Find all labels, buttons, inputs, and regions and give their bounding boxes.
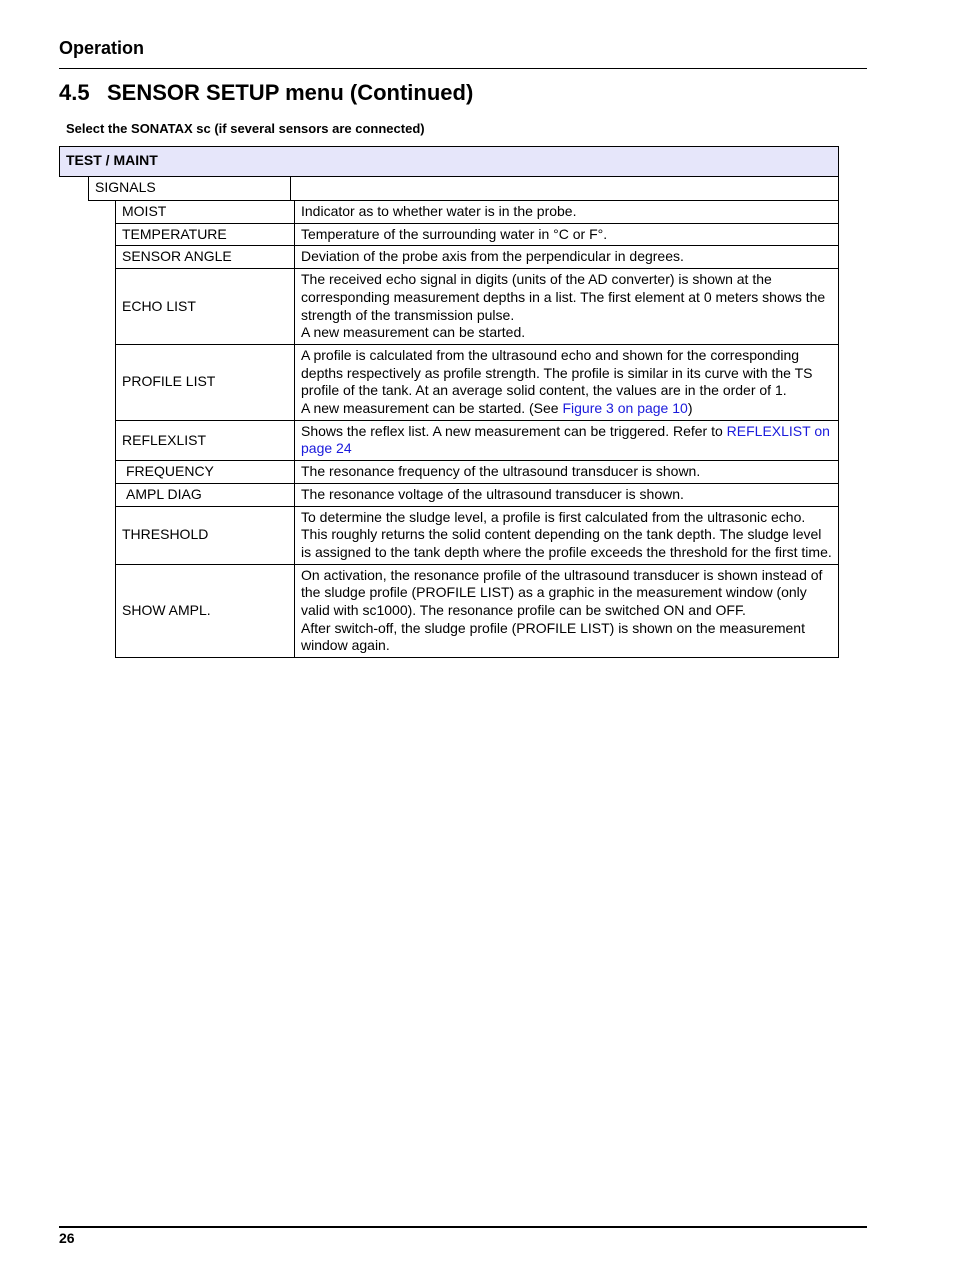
table-row [116,483,839,506]
option-description-reflexlist [295,420,839,460]
table-row [116,344,839,420]
section-title: SENSOR SETUP menu (Continued) [107,80,474,105]
description-line: The received echo signal in digits (units of the AD converter) is shown at the corresponding measurement depths in a list. The first element at 0 meters shows the strength of the transmission pulse. [301,271,826,323]
option-description-moist: Indicator as to whether water is in the probe. [295,201,839,224]
description-line [301,400,832,418]
menu-path-instruction: Select the SONATAX sc (if several sensors are connected) [66,121,425,136]
option-description-show-ampl [295,564,839,658]
option-description-threshold: To determine the sludge level, a profile is first calculated from the ultrasonic echo. This roughly returns the solid content depending on the tank depth. The sludge level is assigned to the tank depth where the profile exceeds the threshold for the first time. [295,506,839,564]
option-description-profile-list [295,344,839,420]
signals-table [115,200,839,658]
option-name-profile-list: PROFILE LIST [116,344,295,420]
option-name-temperature: TEMPERATURE [116,223,295,246]
reflexlist-page-link[interactable]: REFLEXLIST on page 24 [301,422,830,457]
option-description-temperature: Temperature of the surrounding water in °C or F°. [295,223,839,246]
description-line: A profile is calculated from the ultrasound echo and shown for the corresponding depths respectively as profile strength. The profile is similar in its curve with the TS profile of the tank. At an average solid content, the values are in the order of 1. [301,346,813,399]
table-row [116,420,839,460]
option-name-ampl-diag: AMPL DIAG [116,483,295,506]
option-name-reflexlist: REFLEXLIST [116,420,295,460]
option-name-moist: MOIST [116,201,295,224]
figure-3-link[interactable]: Figure 3 on page 10 [562,400,688,417]
section-header: Operation [59,38,145,58]
table-row [116,246,839,269]
description-line: On activation, the resonance profile of the ultrasound transducer is shown instead of the sludge profile (PROFILE LIST) as a graphic in the measurement window (only valid with sc1000). The resonance profile can be switched ON and OFF. [301,566,823,619]
table-row [116,564,839,658]
menu-level-signals-description [290,176,839,201]
table-row [116,461,839,484]
table-row [116,201,839,224]
option-name-echo-list: ECHO LIST [116,269,295,345]
description-line: A new measurement can be started. [301,324,526,341]
option-description-sensor-angle: Deviation of the probe axis from the perpendicular in degrees. [295,246,839,269]
description-text: Shows the reflex list. A new measurement can be triggered. Refer to [301,422,727,439]
option-description-echo-list [295,269,839,345]
table-row [116,506,839,564]
option-description-ampl-diag: The resonance voltage of the ultrasound transducer is shown. [295,483,839,506]
description-line: After switch-off, the sludge profile (PROFILE LIST) is shown on the measurement window again. [301,619,805,654]
menu-level-test-maint: TEST / MAINT [59,146,839,177]
option-name-show-ampl: SHOW AMPL. [116,564,295,658]
description-text: A new measurement can be started. (See [301,400,563,417]
table-row [116,223,839,246]
page-title [59,80,473,106]
option-name-frequency: FREQUENCY [116,461,295,484]
description-text: ) [687,400,693,417]
section-number: 4.5 [59,80,90,105]
footer-rule [59,1226,867,1228]
page-number: 26 [59,1230,75,1246]
option-description-frequency: The resonance frequency of the ultrasound transducer is shown. [295,461,839,484]
header-rule [59,68,867,69]
option-name-sensor-angle: SENSOR ANGLE [116,246,295,269]
table-row [116,269,839,345]
menu-level-signals: SIGNALS [88,176,291,201]
option-name-threshold: THRESHOLD [116,506,295,564]
